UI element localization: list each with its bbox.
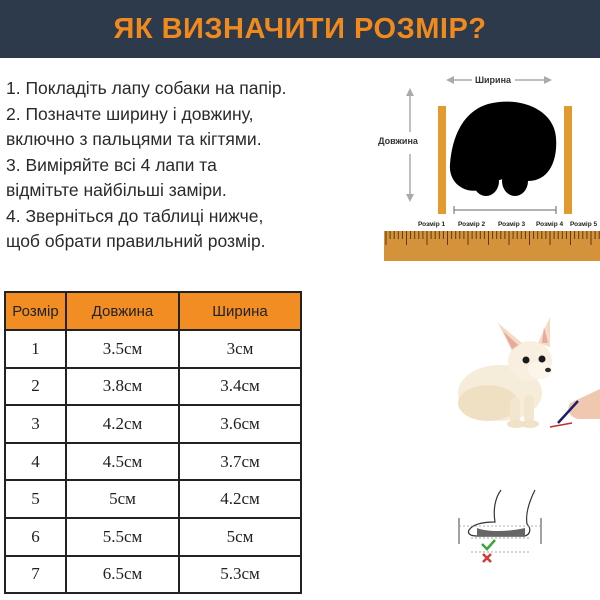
size-cell: 6 — [5, 518, 66, 556]
table-row — [5, 518, 301, 556]
instruction-line: 3. Виміряйте всі 4 лапи та — [6, 154, 217, 175]
instruction-line: 1. Покладіть лапу собаки на папір. — [6, 78, 287, 98]
right-frame-bar — [564, 106, 572, 214]
width-cell: 5.3см — [179, 556, 301, 594]
length-cell: 3.5см — [66, 330, 179, 368]
size-cell: 7 — [5, 556, 66, 594]
instruction-line: включно з пальцями та кігтями. — [6, 129, 262, 149]
table-row — [5, 330, 301, 368]
size-cell: 1 — [5, 330, 66, 368]
ruler — [384, 231, 600, 261]
width-cell: 3.6см — [179, 405, 301, 443]
chihuahua-puppy-image — [432, 315, 600, 435]
size-cell: 3 — [5, 405, 66, 443]
column-header-size: Розмір — [5, 292, 66, 330]
table-row — [5, 480, 301, 518]
size-cell: 2 — [5, 368, 66, 406]
instruction-line: 4. Зверніться до таблиці нижче, — [6, 205, 264, 226]
instructions-list — [6, 76, 306, 255]
ruler-labels — [418, 220, 598, 228]
size-chart-table — [4, 291, 302, 594]
width-cell: 5см — [179, 518, 301, 556]
check-icon — [482, 540, 495, 549]
length-cell: 3.8см — [66, 368, 179, 406]
header-banner — [0, 0, 600, 58]
length-cell: 5см — [66, 480, 179, 518]
ruler-label: Розмір 2 — [458, 221, 486, 228]
length-cell: 4.2см — [66, 405, 179, 443]
column-header-length: Довжина — [66, 292, 179, 330]
paw-measurement-diagram — [378, 68, 600, 268]
table-header-row — [5, 292, 301, 330]
size-cell: 5 — [5, 480, 66, 518]
length-label: Довжина — [378, 136, 418, 146]
width-cell: 3.7см — [179, 443, 301, 481]
ruler-label: Розмір 5 — [570, 221, 598, 228]
page-title: ЯК ВИЗНАЧИТИ РОЗМІР? — [113, 12, 487, 45]
width-cell: 3.4см — [179, 368, 301, 406]
width-cell: 3см — [179, 330, 301, 368]
column-header-width: Ширина — [179, 292, 301, 330]
table-row — [5, 368, 301, 406]
left-frame-bar — [438, 106, 446, 214]
size-cell: 4 — [5, 443, 66, 481]
table-row — [5, 443, 301, 481]
table-row — [5, 556, 301, 594]
length-cell: 6.5см — [66, 556, 179, 594]
paw-fit-check-icon — [455, 488, 545, 568]
ruler-label: Розмір 3 — [498, 221, 526, 228]
instruction-line: відмітьте найбільші заміри. — [6, 180, 227, 200]
length-cell: 5.5см — [66, 518, 179, 556]
instruction-line: 2. Позначте ширину і довжину, — [6, 103, 254, 124]
ruler-label: Розмір 4 — [536, 221, 564, 228]
paw-print-icon — [450, 102, 556, 196]
length-cell: 4.5см — [66, 443, 179, 481]
ruler-label: Розмір 1 — [418, 221, 446, 228]
table-row — [5, 405, 301, 443]
width-cell: 4.2см — [179, 480, 301, 518]
instruction-line: щоб обрати правильний розмір. — [6, 231, 266, 251]
width-label: Ширина — [474, 75, 512, 85]
paw-width-bracket — [454, 206, 556, 214]
cross-icon — [483, 554, 491, 562]
